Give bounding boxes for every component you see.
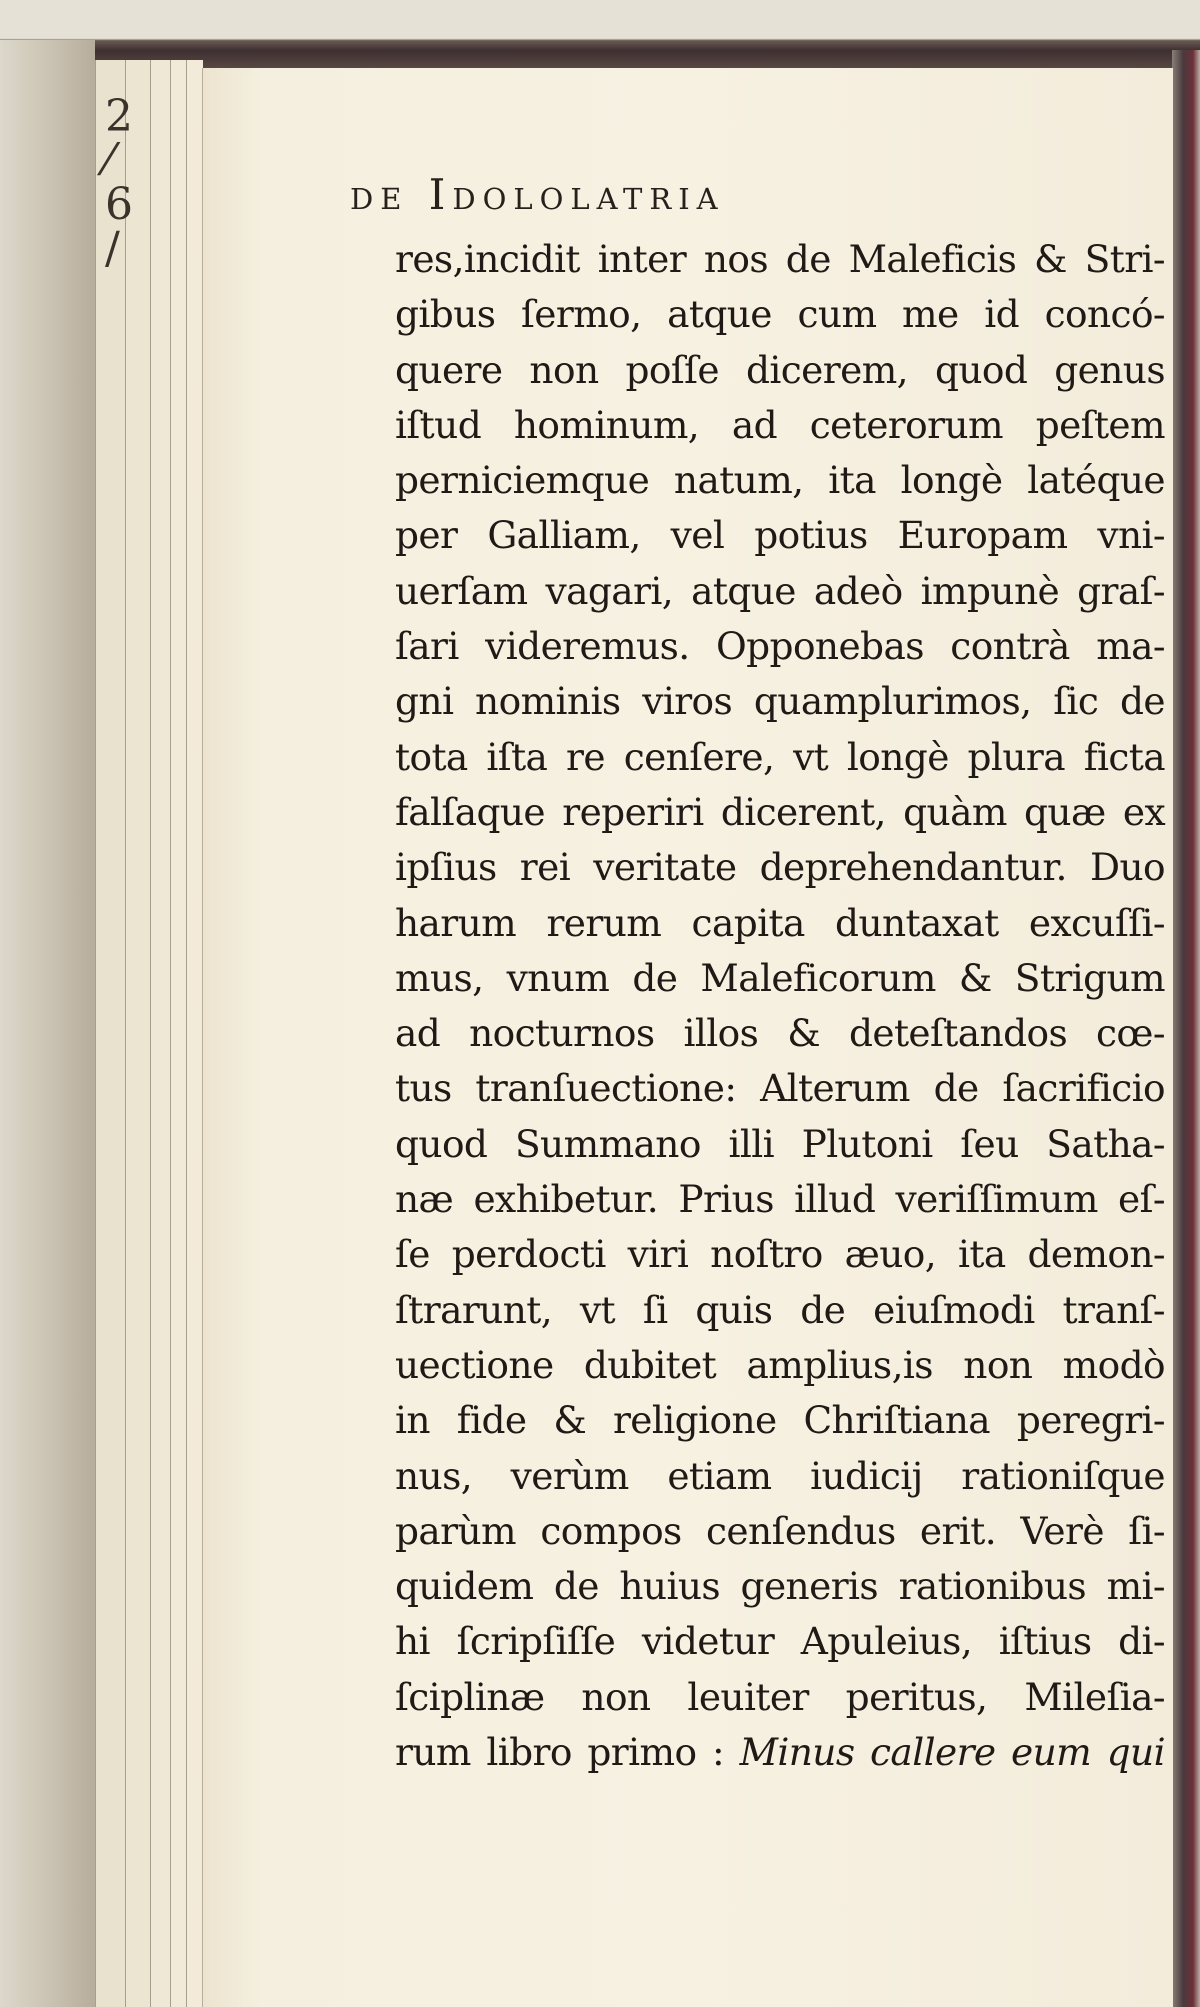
text-line-roman: ſari videremus. Opponebas contrà ma- [395,624,1165,669]
text-line-roman: gni nominis viros quamplurimos, ſic de [395,679,1165,724]
text-line [395,896,1165,951]
text-line [395,1227,1165,1282]
text-line [395,287,1165,342]
text-line [395,674,1165,729]
text-line-roman: ſciplinæ non leuiter peritus, Mileſia- [395,1674,1165,1719]
text-line [395,232,1165,287]
text-line [395,785,1165,840]
text-line-roman: rum libro primo : [395,1730,725,1775]
text-line [395,1283,1165,1338]
text-line-roman: gibus ſermo, atque cum me id concó- [395,292,1165,337]
text-line [395,564,1165,619]
text-line [395,619,1165,674]
text-line-roman: quidem de huius generis rationibus mi- [395,1564,1165,1609]
text-line [395,1117,1165,1172]
text-line-roman: ſtrarunt, vt ſi quis de eiuſmodi tranſ- [395,1287,1165,1332]
text-line-roman: res,incidit inter nos de Maleficis & Stri- [395,237,1165,281]
text-line [395,1559,1165,1614]
text-line [395,1614,1165,1669]
text-line [395,398,1165,453]
text-line [395,1393,1165,1448]
text-line-roman: mus, vnum de Maleficorum & Strigum [395,955,1165,1000]
text-line-roman: harum rerum capita duntaxat excuſſi- [395,900,1165,945]
text-line-roman: quere non poſſe dicerem, quod genus [395,347,1165,392]
text-line-roman: ipſius rei veritate deprehendantur. Duo [395,845,1165,890]
text-line-roman: parùm compos cenſendus erit. Verè ſi- [395,1508,1165,1553]
margin-annotation: 2 ⁄ 6 / [105,91,133,274]
text-line [395,1449,1165,1504]
text-line [395,840,1165,895]
text-line [395,1725,1165,1780]
left-cover-edge [0,40,95,2007]
text-line-roman: in fide & religione Chriſtiana peregri- [395,1398,1165,1443]
text-line [395,508,1165,563]
text-line [395,1670,1165,1725]
text-line-roman: nus, verùm etiam iudicij rationiſque [395,1453,1165,1498]
text-line-roman: falſaque reperiri dicerent, quàm quæ ex [395,789,1165,834]
text-line [395,1504,1165,1559]
text-line-italic: Minus callere eum qui [739,1730,1166,1775]
text-line [395,951,1165,1006]
text-line-roman: per Galliam, vel potius Europam vni- [395,513,1165,558]
right-cover-edge [1172,50,1200,2007]
text-line-roman: ad nocturnos illos & deteſtandos cœ- [395,1011,1165,1056]
text-line [395,1338,1165,1393]
running-head: de Idololatria [350,170,725,219]
text-line [395,1172,1165,1227]
page-edge [170,60,187,2007]
text-line [395,1006,1165,1061]
page-edge [125,60,151,2007]
page-edge [186,60,203,2007]
body-text [395,232,1165,1780]
text-line [395,1061,1165,1116]
text-line [395,343,1165,398]
page-edge [150,60,171,2007]
text-line-roman: ſe perdocti viri noſtro æuo, ita demon- [395,1232,1165,1277]
text-line-roman: tota iſta re cenſere, vt longè plura ficta [395,734,1165,779]
text-line-roman: perniciemque natum, ita longè latéque [395,458,1165,503]
page-edge [95,60,126,2007]
text-line-roman: næ exhibetur. Prius illud veriſſimum eſ- [395,1177,1165,1222]
text-line-roman: uerſam vagari, atque adeò impunè graſ- [395,568,1165,613]
text-line [395,453,1165,508]
text-line-roman: iſtud hominum, ad ceterorum peſtem [395,402,1165,447]
text-line-roman: uectione dubitet amplius,is non modò [395,1342,1165,1387]
text-line-roman: hi ſcripſiſſe videtur Apuleius, iſtius di- [395,1619,1165,1664]
text-line [395,730,1165,785]
text-line-roman: quod Summano illi Plutoni ſeu Satha- [395,1121,1165,1166]
text-line-roman: tus tranſuectione: Alterum de ſacrificio [395,1066,1165,1111]
